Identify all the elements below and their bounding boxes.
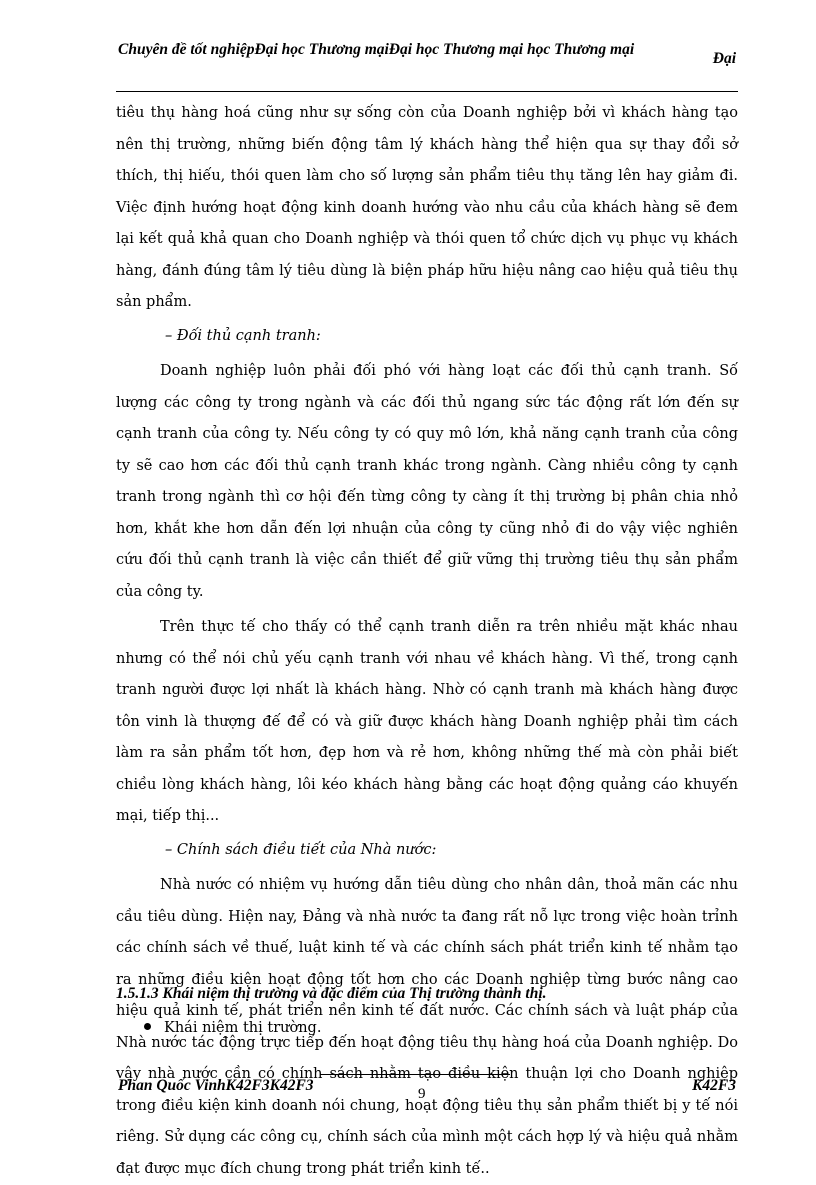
footer-rule <box>320 1074 510 1075</box>
subheading-competitors: – Đối thủ cạnh tranh: <box>165 327 321 344</box>
footer-left: Phan Quốc VinhK42F3K42F3 <box>118 1077 314 1094</box>
paragraph-4: Nhà nước có nhiệm vụ hướng dẫn tiêu dùng cho nhân dân, thoả mãn các nhu cầu tiêu dùng. Hiện nay, Đảng và nhà nước ta đang rất nỗ lực trong việc hoàn trỉnh các chính sách về thuế, luật kinh tế và các chính sách phát triển kinh tế nhằm tạo ra những điều kiện hoạt động tốt hơn cho các Doanh nghiệp từng bước nâng cao hiệu quả kinh tế, phát triển nền kinh tế đất nước. Các chính sách và luật pháp của Nhà nước tác động trực tiếp đến hoạt động tiêu thụ hàng hoá của Doanh nghiệp. Do vậy nhà nước cần có chính sách nhằm tạo điều kiện thuận lợi cho Doanh nghiệp trong điều kiện kinh doanh nói chung, hoạt động tiêu thụ sản phẩm thiết bị y tế nói riêng. Sử dụng các công cụ, chính sách của mình một cách hợp lý và hiệu quả nhằm đạt được mục đích chung trong phát triển kinh tế.. <box>116 877 738 1177</box>
page-number: 9 <box>418 1086 426 1102</box>
bullet-item <box>144 1017 734 1039</box>
paragraph-1: tiêu thụ hàng hoá cũng như sự sống còn của Doanh nghiệp bởi vì khách hàng tạo nên thị trường, những biến động tâm lý khách hàng thể hiện qua sự thay đổi sở thích, thị hiếu, thói quen làm cho số lượng sản phẩm tiêu thụ tăng lên hay giảm đi. Việc định hướng hoạt động kinh doanh hướng vào nhu cầu của khách hàng sẽ đem lại kết quả khả quan cho Doanh nghiệp và thói quen tổ chức dịch vụ phục vụ khách hàng, đánh đúng tâm lý tiêu dùng là biện pháp hữu hiệu nâng cao hiệu quả tiêu thụ sản phẩm. <box>116 105 738 310</box>
running-header-left: Chuyên đề tốt nghiệpĐại học Thương mạiĐại học Thương mại học Thương mại <box>118 41 635 58</box>
paragraph-2: Doanh nghiệp luôn phải đối phó với hàng loạt các đối thủ cạnh tranh. Số lượng các công ty trong ngành và các đối thủ ngang sức tác động rất lớn đến sự cạnh tranh của công ty. Nếu công ty có quy mô lớn, khả năng cạnh tranh của công ty sẽ cao hơn các đối thủ cạnh tranh khác trong ngành. Càng nhiều công ty cạnh tranh trong ngành thì cơ hội đến từng công ty càng ít thị trường bị phân chia nhỏ hơn, khắt khe hơn dẫn đến lợi nhuận của công ty cũng nhỏ đi do vậy việc nghiên cứu đối thủ cạnh tranh là việc cần thiết để giữ vững thị trường tiêu thụ sản phẩm của công ty. <box>116 363 738 600</box>
subheading-state-policy: – Chính sách điều tiết của Nhà nước: <box>165 841 437 858</box>
bullet-dot-icon <box>144 1023 151 1030</box>
bullet-item-text: Khái niệm thị trường. <box>164 1020 322 1036</box>
running-header-right: Đại <box>712 50 736 67</box>
header-rule <box>116 91 738 92</box>
footer-right: K42F3 <box>692 1077 736 1094</box>
paragraph-3: Trên thực tế cho thấy có thể cạnh tranh diễn ra trên nhiều mặt khác nhau nhưng có thể nói chủ yếu cạnh tranh với nhau về khách hàng. Vì thế, trong cạnh tranh người được lợi nhất là khách hàng. Nhờ có cạnh tranh mà khách hàng được tôn vinh là thượng đế để có và giữ được khách hàng Doanh nghiệp phải tìm cách làm ra sản phẩm tốt hơn, đẹp hơn và rẻ hơn, không những thế mà còn phải biết chiều lòng khách hàng, lôi kéo khách hàng bằng các hoạt động quảng cáo khuyến mại, tiếp thị... <box>116 619 738 824</box>
section-heading: 1.5.1.3 Khái niệm thị trường và đặc điểm của Thị trường thành thị. <box>116 985 547 1002</box>
